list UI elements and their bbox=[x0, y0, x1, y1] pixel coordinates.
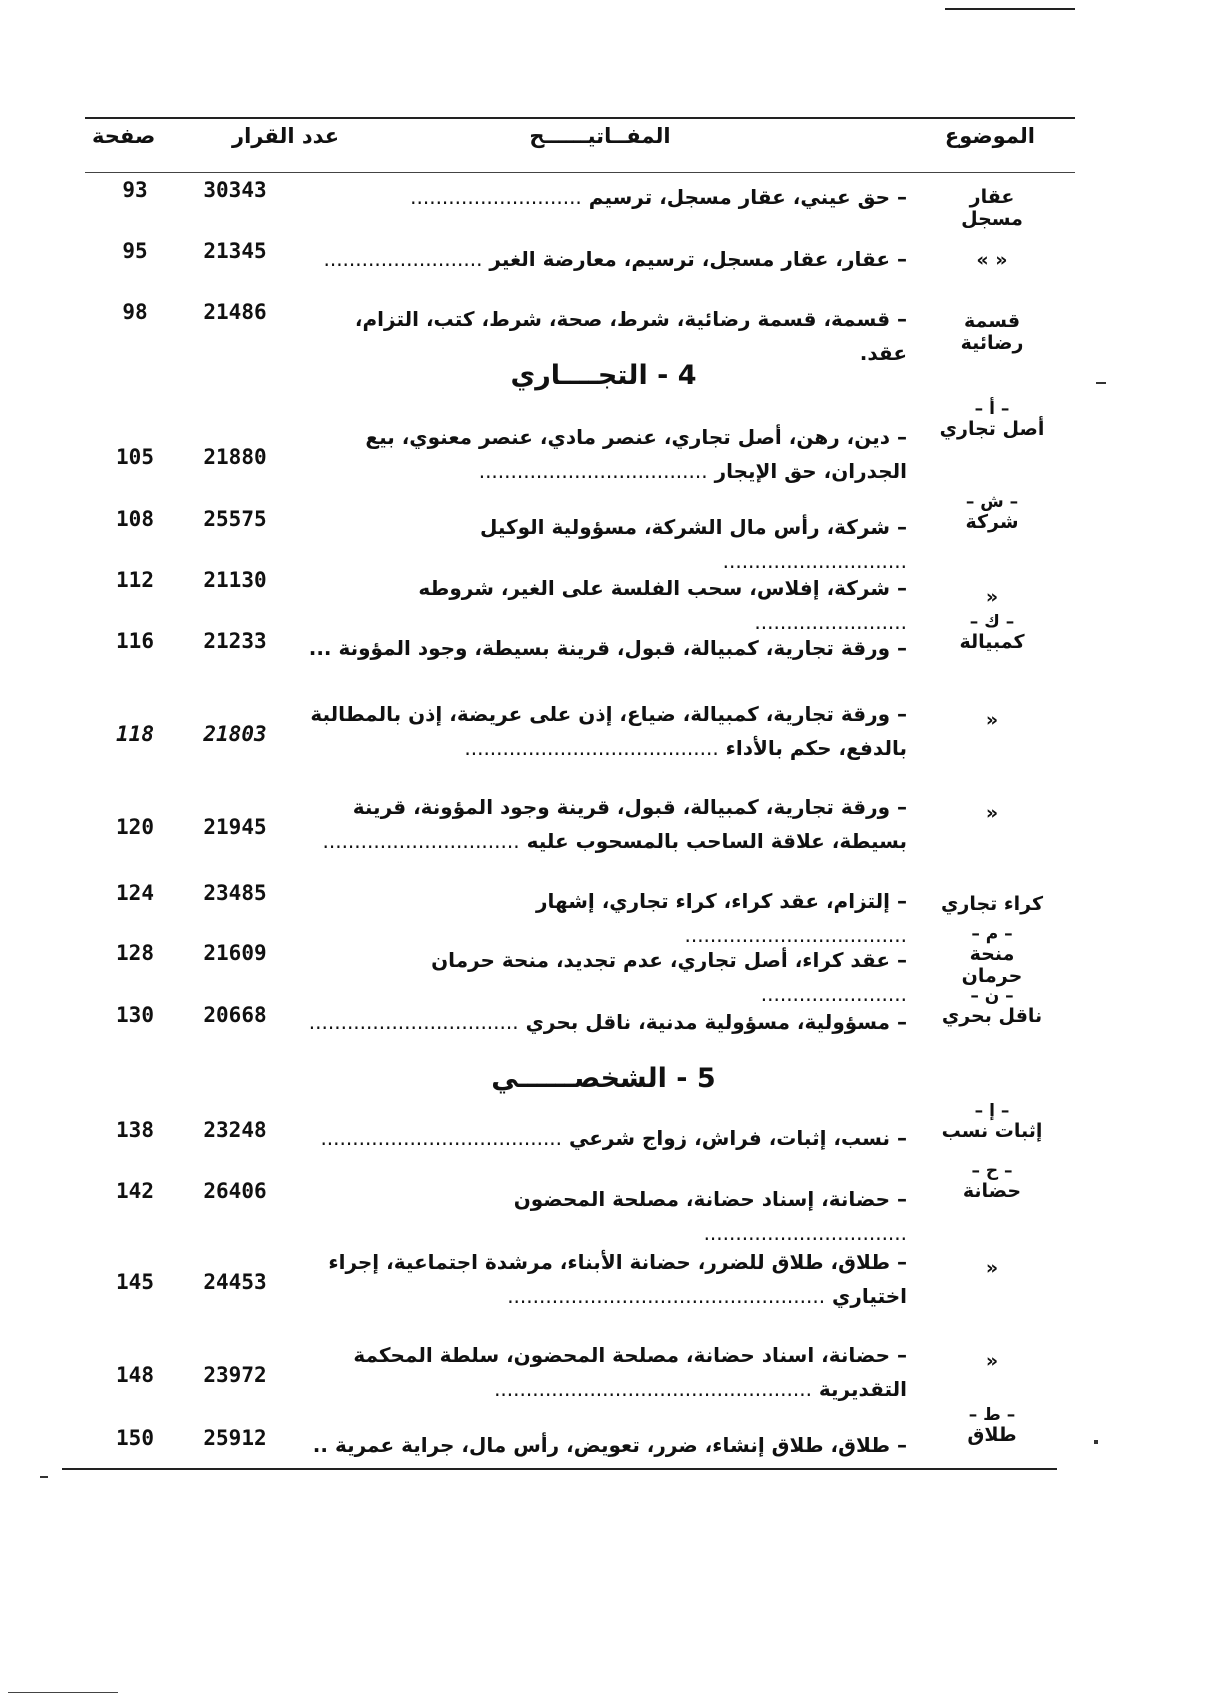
header-page: صفحة bbox=[92, 124, 156, 148]
row-decision-number: 21233 bbox=[203, 629, 267, 653]
row-page-number: 95 bbox=[122, 239, 148, 263]
row-page-number: 142 bbox=[116, 1179, 154, 1203]
row-page-number: 148 bbox=[116, 1363, 154, 1387]
footer-rule bbox=[8, 1692, 118, 1693]
row-keywords: – حق عيني، عقار مسجل، ترسيم ........................... bbox=[410, 185, 907, 209]
row-decision-number: 21945 bbox=[203, 815, 267, 839]
row-keywords: – إلتزام، عقد كراء، كراء تجاري، إشهار ................................... bbox=[536, 889, 907, 947]
row-keywords: – عقار، عقار مسجل، ترسيم، معارضة الغير ......................... bbox=[323, 247, 907, 271]
row-page-number: 145 bbox=[116, 1270, 154, 1294]
row-decision-number: 23972 bbox=[203, 1363, 267, 1387]
row-decision-number: 30343 bbox=[203, 178, 267, 202]
section-heading-personal: 5 - الشخصــــــي bbox=[491, 1063, 716, 1094]
row-page-number: 138 bbox=[116, 1118, 154, 1142]
row-keywords: – قسمة، قسمة رضائية، شرط، صحة، شرط، كتب، التزام، عقد. bbox=[354, 307, 907, 365]
row-page-number: 116 bbox=[116, 629, 154, 653]
row-decision-number: 21130 bbox=[203, 568, 267, 592]
row-decision-number: 21609 bbox=[203, 941, 267, 965]
section-heading-commercial: 4 - التجــــاري bbox=[510, 360, 697, 391]
row-subject: – ن – ناقل بحري bbox=[941, 986, 1043, 1027]
row-keywords: – طلاق، طلاق للضرر، حضانة الأبناء، مرشدة اجتماعية، إجراء اختياري .................................................. bbox=[328, 1250, 907, 1308]
row-subject: – إ – إثبات نسب bbox=[941, 1101, 1043, 1142]
row-keywords: – نسب، إثبات، فراش، زواج شرعي ...................................... bbox=[320, 1126, 907, 1150]
row-subject: – ش – شركة bbox=[965, 492, 1019, 533]
row-page-number: 120 bbox=[116, 815, 154, 839]
row-subject: – ك – كمبيالة bbox=[959, 612, 1025, 653]
row-decision-number: 21486 bbox=[203, 300, 267, 324]
row-decision-number: 25575 bbox=[203, 507, 267, 531]
table-bottom-rule bbox=[62, 1468, 1057, 1470]
row-keywords: – مسؤولية، مسؤولية مدنية، ناقل بحري ................................. bbox=[308, 1010, 907, 1034]
row-page-number: 118 bbox=[116, 722, 154, 746]
row-subject: – أ – أصل تجاري bbox=[939, 399, 1045, 440]
row-keywords: – ورقة تجارية، كمبيالة، ضياع، إذن على عريضة، إذن بالمطالبة بالدفع، حكم بالأداء ........................................ bbox=[310, 702, 907, 760]
row-page-number: 150 bbox=[116, 1426, 154, 1450]
row-subject: – م – منحة حرمان bbox=[961, 924, 1023, 987]
row-subject: قسمة رضائية bbox=[960, 310, 1024, 354]
row-keywords: – دين، رهن، أصل تجاري، عنصر مادي، عنصر معنوي، بيع الجدران، حق الإيجار .................................... bbox=[365, 425, 907, 483]
header-decision-number: عدد القرار bbox=[232, 124, 340, 148]
row-decision-number: 24453 bbox=[203, 1270, 267, 1294]
row-page-number: 112 bbox=[116, 568, 154, 592]
row-keywords: – شركة، رأس مال الشركة، مسؤولية الوكيل ............................. bbox=[479, 515, 907, 573]
row-subject: « bbox=[985, 802, 999, 824]
row-subject: « » bbox=[976, 249, 1008, 271]
row-keywords: – ورقة تجارية، كمبيالة، قبول، قرينة بسيطة، وجود المؤونة ... bbox=[308, 636, 907, 660]
scan-mark bbox=[1094, 1440, 1098, 1444]
row-page-number: 128 bbox=[116, 941, 154, 965]
row-subject: « bbox=[985, 709, 999, 731]
row-decision-number: 25912 bbox=[203, 1426, 267, 1450]
row-decision-number: 23248 bbox=[203, 1118, 267, 1142]
row-keywords: – عقد كراء، أصل تجاري، عدم تجديد، منحة حرمان ....................... bbox=[431, 948, 907, 1006]
row-keywords: – طلاق، طلاق إنشاء، ضرر، تعويض، رأس مال، جراية عمرية .. bbox=[312, 1433, 907, 1457]
row-page-number: 108 bbox=[116, 507, 154, 531]
row-page-number: 98 bbox=[122, 300, 148, 324]
row-page-number: 93 bbox=[122, 178, 148, 202]
row-page-number: 124 bbox=[116, 881, 154, 905]
header-subject: الموضوع bbox=[944, 124, 1035, 148]
row-decision-number: 23485 bbox=[203, 881, 267, 905]
header-rule-top bbox=[85, 117, 1075, 119]
row-keywords: – حضانة، اسناد حضانة، مصلحة المحضون، سلطة المحكمة التقديرية .................................................. bbox=[353, 1343, 907, 1401]
row-decision-number: 20668 bbox=[203, 1003, 267, 1027]
row-subject: عقار مسجل bbox=[961, 186, 1023, 230]
row-subject: كراء تجاري bbox=[940, 893, 1044, 915]
row-keywords: – حضانة، إسناد حضانة، مصلحة المحضون ................................ bbox=[513, 1187, 907, 1245]
row-page-number: 130 bbox=[116, 1003, 154, 1027]
header-rule-bottom bbox=[85, 172, 1075, 173]
row-decision-number: 21345 bbox=[203, 239, 267, 263]
row-page-number: 105 bbox=[116, 445, 154, 469]
header-keywords: المفــاتيــــــح bbox=[529, 124, 671, 148]
row-subject: « bbox=[985, 1350, 999, 1372]
row-subject: « bbox=[985, 1257, 999, 1279]
row-keywords: – شركة، إفلاس، سحب الفلسة على الغير، شروطه ........................ bbox=[418, 576, 907, 634]
row-subject: « bbox=[985, 586, 999, 608]
row-subject: – ط – طلاق bbox=[967, 1405, 1017, 1446]
top-rule bbox=[945, 8, 1075, 10]
row-keywords: – ورقة تجارية، كمبيالة، قبول، قرينة وجود المؤونة، قرينة بسيطة، علاقة الساحب بالمسحوب عليه ............................... bbox=[322, 795, 907, 853]
scan-mark bbox=[40, 1476, 48, 1478]
row-decision-number: 21880 bbox=[203, 445, 267, 469]
row-decision-number: 26406 bbox=[203, 1179, 267, 1203]
row-subject: – ح – حضانة bbox=[962, 1161, 1022, 1202]
row-decision-number: 21803 bbox=[203, 722, 267, 746]
